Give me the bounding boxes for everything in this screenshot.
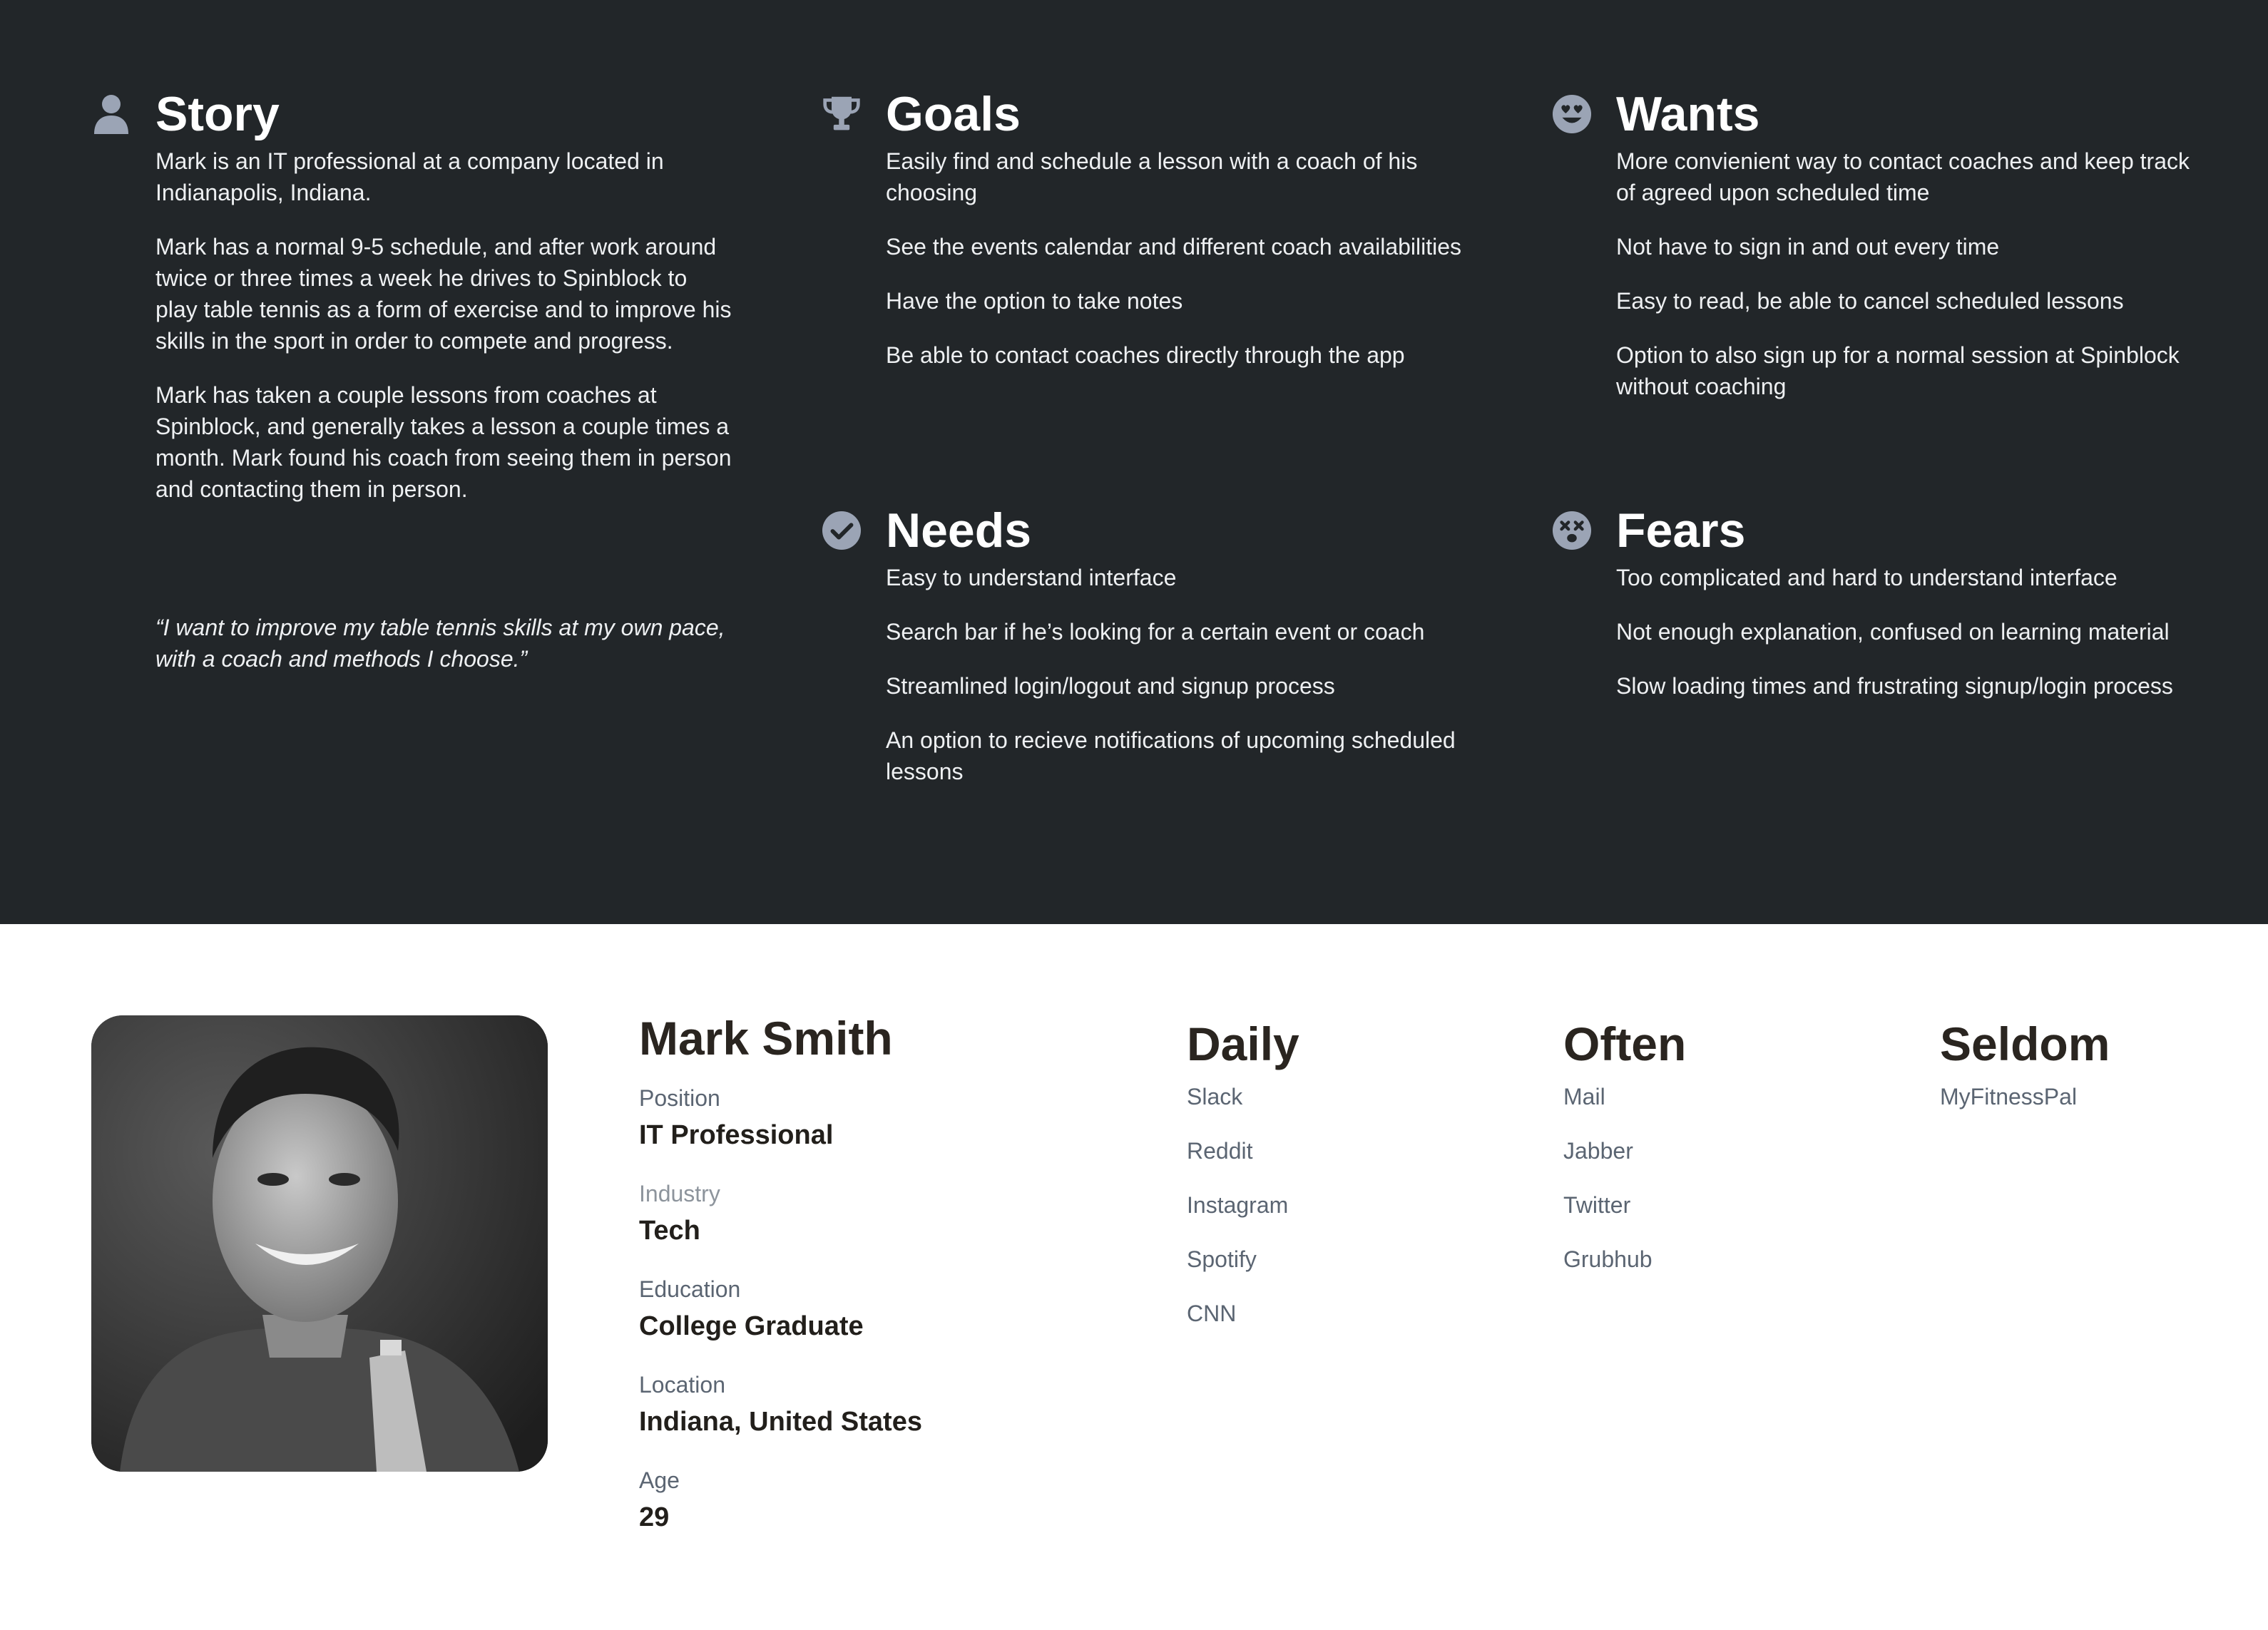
persona-name: Mark Smith (639, 1012, 893, 1065)
education-value: College Graduate (639, 1311, 864, 1341)
education-label: Education (639, 1276, 741, 1302)
position-label: Position (639, 1085, 720, 1111)
wants-item: Option to also sign up for a normal session at Spinblock without coaching (1616, 342, 2180, 399)
persona-facts (639, 1081, 922, 1559)
often-apps-column (1563, 1015, 1686, 1298)
goals-item: See the events calendar and different coach availabilities (886, 234, 1462, 260)
wants-item: Not have to sign in and out every time (1616, 234, 2000, 260)
goals-title: Goals (886, 87, 1021, 141)
needs-item: Search bar if he’s looking for a certain event or coach (886, 619, 1425, 645)
app-item: MyFitnessPal (1940, 1084, 2078, 1109)
age-value: 29 (639, 1502, 670, 1532)
app-item: Slack (1187, 1084, 1243, 1109)
location-label: Location (639, 1372, 725, 1398)
fears-section (1552, 502, 2208, 724)
position-value: IT Professional (639, 1120, 834, 1150)
wants-section (1552, 86, 2208, 425)
wants-item: Easy to read, be able to cancel scheduled lessons (1616, 288, 2124, 314)
portrait-photo (91, 1015, 548, 1472)
daily-title: Daily (1187, 1018, 1299, 1070)
daily-apps-column (1187, 1015, 1299, 1352)
needs-section (822, 502, 1478, 810)
industry-label: Industry (639, 1181, 720, 1206)
goals-section (822, 86, 1478, 394)
needs-item: Easy to understand interface (886, 565, 1177, 590)
persona-quote: “I want to improve my table tennis skills at my own pace, with a coach and methods I choose.” (155, 615, 725, 672)
location-value: Indiana, United States (639, 1407, 922, 1437)
goals-item: Be able to contact coaches directly through the app (886, 342, 1405, 368)
check-circle-icon (822, 508, 862, 553)
fears-title: Fears (1616, 503, 1746, 558)
story-title: Story (155, 87, 280, 141)
app-item: Spotify (1187, 1246, 1257, 1272)
app-item: Instagram (1187, 1192, 1289, 1218)
seldom-apps-column (1940, 1015, 2110, 1135)
wants-title: Wants (1616, 87, 1760, 141)
dizzy-face-icon (1552, 508, 1592, 553)
story-paragraph: Mark has a normal 9-5 schedule, and after work around twice or three times a week he drives to Spinblock to play table tennis as a form of exercise and to improve his skills in the sport in order to compete and progress. (155, 234, 732, 354)
goals-item: Have the option to take notes (886, 288, 1183, 314)
fears-item: Slow loading times and frustrating signup/login process (1616, 673, 2173, 699)
app-item: Jabber (1563, 1138, 1633, 1164)
fears-item: Too complicated and hard to understand interface (1616, 565, 2118, 590)
needs-item: Streamlined login/logout and signup process (886, 673, 1335, 699)
app-item: CNN (1187, 1301, 1237, 1326)
needs-item: An option to recieve notifications of upcoming scheduled lessons (886, 727, 1456, 784)
industry-value: Tech (639, 1216, 700, 1246)
fears-item: Not enough explanation, confused on learning material (1616, 619, 2170, 645)
needs-title: Needs (886, 503, 1032, 558)
app-item: Mail (1563, 1084, 1605, 1109)
story-paragraph: Mark has taken a couple lessons from coaches at Spinblock, and generally takes a lesson a couple times a month. Mark found his coach from seeing them in person and contacting them in person. (155, 382, 732, 502)
app-item: Twitter (1563, 1192, 1631, 1218)
goals-item: Easily find and schedule a lesson with a coach of his choosing (886, 148, 1418, 205)
wants-item: More convienient way to contact coaches and keep track of agreed upon scheduled time (1616, 148, 2190, 205)
heart-eyes-face-icon (1552, 91, 1592, 137)
often-title: Often (1563, 1018, 1687, 1070)
story-section (91, 86, 733, 697)
story-paragraph: Mark is an IT professional at a company located in Indianapolis, Indiana. (155, 148, 664, 205)
user-icon (91, 91, 131, 137)
trophy-icon (822, 91, 862, 137)
app-item: Grubhub (1563, 1246, 1653, 1272)
seldom-title: Seldom (1940, 1018, 2110, 1070)
age-label: Age (639, 1467, 680, 1493)
app-item: Reddit (1187, 1138, 1253, 1164)
